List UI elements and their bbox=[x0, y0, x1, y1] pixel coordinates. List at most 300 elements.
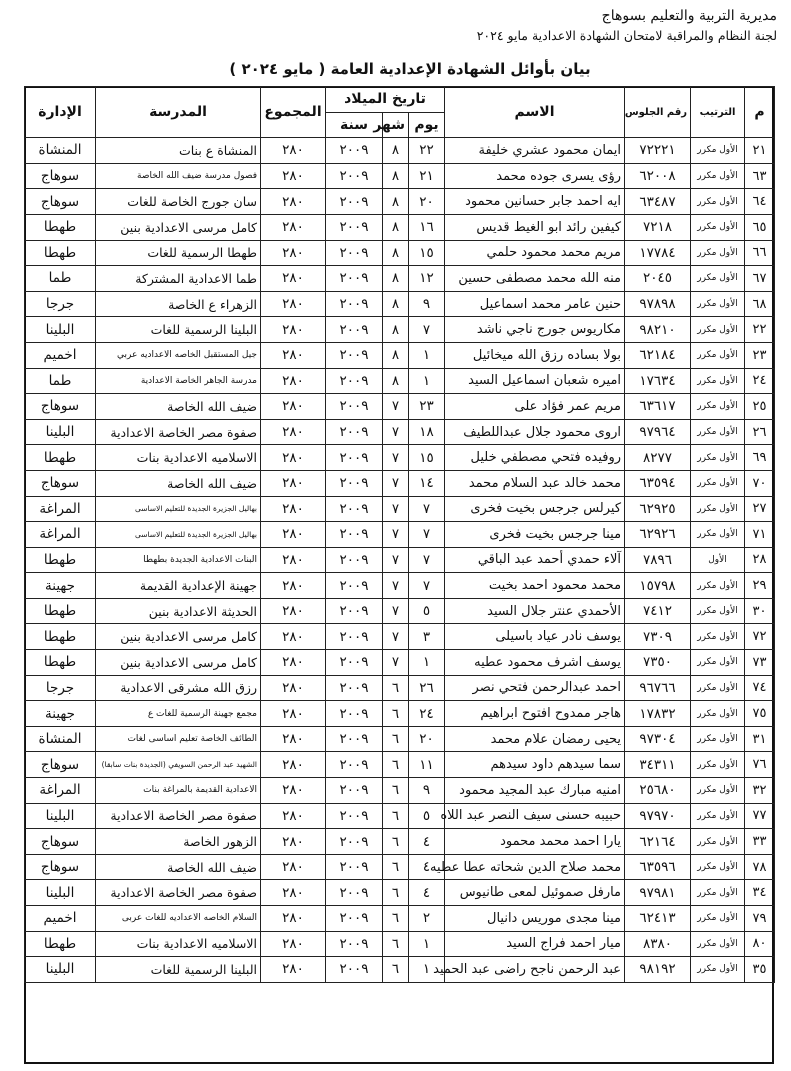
rank: الأول مكرر bbox=[691, 394, 745, 420]
birth-year: ٢٠٠٩ bbox=[326, 803, 383, 829]
row-number: ٧٤ bbox=[745, 675, 775, 701]
birth-month: ٧ bbox=[383, 419, 409, 445]
administration: سوهاج bbox=[25, 752, 96, 778]
school-name: كامل مرسى الاعدادية بنين bbox=[96, 650, 261, 676]
table-row bbox=[25, 214, 775, 240]
school-name: كامل مرسى الاعدادية بنين bbox=[96, 624, 261, 650]
birth-day: ٩ bbox=[409, 291, 445, 317]
seat-number: ٩٧٩٧٠ bbox=[625, 803, 691, 829]
birth-month: ٦ bbox=[383, 931, 409, 957]
school-name: بهاليل الجزيرة الجديدة للتعليم الاساسى bbox=[96, 496, 261, 522]
birth-year: ٢٠٠٩ bbox=[326, 675, 383, 701]
table-row bbox=[25, 752, 775, 778]
birth-month: ٦ bbox=[383, 675, 409, 701]
birth-year: ٢٠٠٩ bbox=[326, 906, 383, 932]
seat-number: ٩٨١٩٢ bbox=[625, 957, 691, 983]
seat-number: ٧٢٢٢١ bbox=[625, 138, 691, 164]
total-score: ٢٨٠ bbox=[261, 854, 326, 880]
student-name: يارا احمد محمد محمود bbox=[445, 829, 625, 855]
seat-number: ٧٣٥٠ bbox=[625, 650, 691, 676]
row-number: ٢٥ bbox=[745, 394, 775, 420]
school-name: الشهيد عبد الرحمن السويفي (الجديدة بنات سابقا) bbox=[96, 752, 261, 778]
administration: طهطا bbox=[25, 445, 96, 471]
birth-year: ٢٠٠٩ bbox=[326, 445, 383, 471]
seat-number: ٩٧٩٦٤ bbox=[625, 419, 691, 445]
seat-number: ٩٧٣٠٤ bbox=[625, 726, 691, 752]
table-row bbox=[25, 624, 775, 650]
row-number: ٧٦ bbox=[745, 752, 775, 778]
rank: الأول مكرر bbox=[691, 701, 745, 727]
student-name: بولا بساده رزق الله ميخائيل bbox=[445, 342, 625, 368]
total-score: ٢٨٠ bbox=[261, 650, 326, 676]
birth-day: ٤ bbox=[409, 880, 445, 906]
school-name: طما الاعدادية المشتركة bbox=[96, 266, 261, 292]
birth-day: ٢١ bbox=[409, 163, 445, 189]
seat-number: ٦٢٩٢٦ bbox=[625, 522, 691, 548]
col-day: يوم bbox=[409, 112, 445, 138]
student-name: هاجر ممدوح افتوح ابراهيم bbox=[445, 701, 625, 727]
birth-day: ٤ bbox=[409, 829, 445, 855]
seat-number: ٩٦٧٦٦ bbox=[625, 675, 691, 701]
table-row bbox=[25, 496, 775, 522]
row-number: ٢٣ bbox=[745, 342, 775, 368]
total-score: ٢٨٠ bbox=[261, 931, 326, 957]
birth-day: ٢٤ bbox=[409, 701, 445, 727]
seat-number: ٦٢١٨٤ bbox=[625, 342, 691, 368]
rank: الأول مكرر bbox=[691, 803, 745, 829]
birth-year: ٢٠٠٩ bbox=[326, 189, 383, 215]
administration: اخميم bbox=[25, 906, 96, 932]
rank: الأول مكرر bbox=[691, 957, 745, 983]
birth-month: ٦ bbox=[383, 906, 409, 932]
rank: الأول مكرر bbox=[691, 624, 745, 650]
birth-year: ٢٠٠٩ bbox=[326, 317, 383, 343]
row-number: ٦٦ bbox=[745, 240, 775, 266]
birth-year: ٢٠٠٩ bbox=[326, 522, 383, 548]
administration: جرجا bbox=[25, 675, 96, 701]
total-score: ٢٨٠ bbox=[261, 291, 326, 317]
row-number: ٦٩ bbox=[745, 445, 775, 471]
school-name: جهينة الإعدادية القديمة bbox=[96, 573, 261, 599]
total-score: ٢٨٠ bbox=[261, 803, 326, 829]
total-score: ٢٨٠ bbox=[261, 470, 326, 496]
seat-number: ٢٠٤٥ bbox=[625, 266, 691, 292]
birth-year: ٢٠٠٩ bbox=[326, 726, 383, 752]
rank: الأول مكرر bbox=[691, 650, 745, 676]
birth-day: ٥ bbox=[409, 598, 445, 624]
birth-month: ٨ bbox=[383, 138, 409, 164]
birth-year: ٢٠٠٩ bbox=[326, 854, 383, 880]
rank: الأول bbox=[691, 547, 745, 573]
document-title: بيان بأوائل الشهادة الإعدادية العامة ( مايو ٢٠٢٤ ) bbox=[229, 60, 591, 78]
rank: الأول مكرر bbox=[691, 573, 745, 599]
birth-year: ٢٠٠٩ bbox=[326, 266, 383, 292]
student-name: رؤى يسرى جوده محمد bbox=[445, 163, 625, 189]
administration: طهطا bbox=[25, 547, 96, 573]
administration: البلينا bbox=[25, 957, 96, 983]
birth-year: ٢٠٠٩ bbox=[326, 598, 383, 624]
rank: الأول مكرر bbox=[691, 291, 745, 317]
table-row bbox=[25, 598, 775, 624]
seat-number: ٩٧٩٨١ bbox=[625, 880, 691, 906]
row-number: ٢١ bbox=[745, 138, 775, 164]
birth-year: ٢٠٠٩ bbox=[326, 163, 383, 189]
rank: الأول مكرر bbox=[691, 522, 745, 548]
birth-year: ٢٠٠٩ bbox=[326, 650, 383, 676]
table-row bbox=[25, 240, 775, 266]
total-score: ٢٨٠ bbox=[261, 138, 326, 164]
row-number: ٧٧ bbox=[745, 803, 775, 829]
birth-day: ١٨ bbox=[409, 419, 445, 445]
school-name: الزهراء ع الخاصة bbox=[96, 291, 261, 317]
row-number: ٢٦ bbox=[745, 419, 775, 445]
school-name: الزهور الخاصة bbox=[96, 829, 261, 855]
student-name: امنيه مبارك عبد المجيد محمود bbox=[445, 778, 625, 804]
table-row bbox=[25, 829, 775, 855]
seat-number: ٧٣٠٩ bbox=[625, 624, 691, 650]
student-name: حنين عامر محمد اسماعيل bbox=[445, 291, 625, 317]
school-name: المنشاة ع بنات bbox=[96, 138, 261, 164]
school-name: ضيف الله الخاصة bbox=[96, 470, 261, 496]
seat-number: ٢٥٦٨٠ bbox=[625, 778, 691, 804]
birth-year: ٢٠٠٩ bbox=[326, 470, 383, 496]
administration: طهطا bbox=[25, 650, 96, 676]
seat-number: ٧٢١٨ bbox=[625, 214, 691, 240]
rank: الأول مكرر bbox=[691, 189, 745, 215]
col-name: الاسم bbox=[445, 87, 625, 138]
birth-year: ٢٠٠٩ bbox=[326, 573, 383, 599]
total-score: ٢٨٠ bbox=[261, 880, 326, 906]
row-number: ٢٤ bbox=[745, 368, 775, 394]
seat-number: ٩٧٨٩٨ bbox=[625, 291, 691, 317]
birth-day: ٢٢ bbox=[409, 138, 445, 164]
rank: الأول مكرر bbox=[691, 496, 745, 522]
total-score: ٢٨٠ bbox=[261, 317, 326, 343]
birth-year: ٢٠٠٩ bbox=[326, 214, 383, 240]
administration: طهطا bbox=[25, 598, 96, 624]
col-m: م bbox=[745, 87, 775, 138]
birth-month: ٨ bbox=[383, 240, 409, 266]
seat-number: ١٧٨٣٢ bbox=[625, 701, 691, 727]
birth-month: ٧ bbox=[383, 394, 409, 420]
table-row bbox=[25, 675, 775, 701]
seat-number: ٨٢٧٧ bbox=[625, 445, 691, 471]
birth-month: ٦ bbox=[383, 803, 409, 829]
rank: الأول مكرر bbox=[691, 240, 745, 266]
rank: الأول مكرر bbox=[691, 138, 745, 164]
total-score: ٢٨٠ bbox=[261, 701, 326, 727]
rank: الأول مكرر bbox=[691, 317, 745, 343]
school-name: صفوة مصر الخاصة الاعدادية bbox=[96, 419, 261, 445]
table-row bbox=[25, 547, 775, 573]
birth-year: ٢٠٠٩ bbox=[326, 931, 383, 957]
birth-month: ٧ bbox=[383, 650, 409, 676]
row-number: ٣١ bbox=[745, 726, 775, 752]
birth-day: ١٥ bbox=[409, 240, 445, 266]
rank: الأول مكرر bbox=[691, 906, 745, 932]
birth-month: ٦ bbox=[383, 778, 409, 804]
birth-day: ٥ bbox=[409, 803, 445, 829]
table-row bbox=[25, 957, 775, 983]
total-score: ٢٨٠ bbox=[261, 342, 326, 368]
table-row bbox=[25, 368, 775, 394]
total-score: ٢٨٠ bbox=[261, 752, 326, 778]
results-table bbox=[24, 86, 775, 983]
student-name: مينا جرجس بخيت فخرى bbox=[445, 522, 625, 548]
administration: سوهاج bbox=[25, 189, 96, 215]
rank: الأول مكرر bbox=[691, 163, 745, 189]
seat-number: ٦٣٥٩٤ bbox=[625, 470, 691, 496]
table-row bbox=[25, 906, 775, 932]
birth-month: ٨ bbox=[383, 317, 409, 343]
student-name: مينا مجدى موريس دانيال bbox=[445, 906, 625, 932]
student-name: الأحمدي عنتر جلال السيد bbox=[445, 598, 625, 624]
birth-day: ٩ bbox=[409, 778, 445, 804]
administration: البلينا bbox=[25, 419, 96, 445]
seat-number: ٦٢٤١٣ bbox=[625, 906, 691, 932]
student-name: يوسف نادر عياد باسيلى bbox=[445, 624, 625, 650]
birth-year: ٢٠٠٩ bbox=[326, 291, 383, 317]
row-number: ٣٤ bbox=[745, 880, 775, 906]
school-name: كامل مرسى الاعدادية بنين bbox=[96, 214, 261, 240]
birth-year: ٢٠٠٩ bbox=[326, 778, 383, 804]
administration: المنشاة bbox=[25, 726, 96, 752]
committee-name: لجنة النظام والمراقبة لامتحان الشهادة الاعدادية مايو ٢٠٢٤ bbox=[476, 28, 777, 43]
total-score: ٢٨٠ bbox=[261, 573, 326, 599]
administration: سوهاج bbox=[25, 854, 96, 880]
school-name: البنات الاعدادية الجديدة بطهطا bbox=[96, 547, 261, 573]
administration: اخميم bbox=[25, 342, 96, 368]
row-number: ٢٢ bbox=[745, 317, 775, 343]
administration: المراغة bbox=[25, 496, 96, 522]
birth-day: ٤ bbox=[409, 854, 445, 880]
seat-number: ١٧٧٨٤ bbox=[625, 240, 691, 266]
school-name: البلينا الرسمية للغات bbox=[96, 317, 261, 343]
birth-day: ٧ bbox=[409, 522, 445, 548]
rank: الأول مكرر bbox=[691, 752, 745, 778]
total-score: ٢٨٠ bbox=[261, 547, 326, 573]
seat-number: ٦٢٩٢٥ bbox=[625, 496, 691, 522]
student-name: روفيده فتحي مصطفي خليل bbox=[445, 445, 625, 471]
directorate-name: مديرية التربية والتعليم بسوهاج bbox=[601, 8, 777, 24]
birth-year: ٢٠٠٩ bbox=[326, 419, 383, 445]
seat-number: ٣٤٣١١ bbox=[625, 752, 691, 778]
row-number: ٦٣ bbox=[745, 163, 775, 189]
total-score: ٢٨٠ bbox=[261, 957, 326, 983]
school-name: السلام الخاصه الاعداديه للغات عربى bbox=[96, 906, 261, 932]
school-name: البلينا الرسمية للغات bbox=[96, 957, 261, 983]
total-score: ٢٨٠ bbox=[261, 394, 326, 420]
table-row bbox=[25, 726, 775, 752]
total-score: ٢٨٠ bbox=[261, 675, 326, 701]
row-number: ٧٨ bbox=[745, 854, 775, 880]
birth-day: ٧ bbox=[409, 496, 445, 522]
student-name: مكاريوس جورج ناجي ناشد bbox=[445, 317, 625, 343]
table-row bbox=[25, 701, 775, 727]
birth-day: ١ bbox=[409, 368, 445, 394]
birth-month: ٨ bbox=[383, 163, 409, 189]
birth-month: ٧ bbox=[383, 470, 409, 496]
administration: المراغة bbox=[25, 522, 96, 548]
row-number: ٣٢ bbox=[745, 778, 775, 804]
school-name: الاعدادية القديمة بالمراغة بنات bbox=[96, 778, 261, 804]
row-number: ٧١ bbox=[745, 522, 775, 548]
seat-number: ٦٣٥٩٦ bbox=[625, 854, 691, 880]
student-name: كيفين رائد ابو الغيط قديس bbox=[445, 214, 625, 240]
administration: سوهاج bbox=[25, 829, 96, 855]
birth-month: ٧ bbox=[383, 445, 409, 471]
birth-day: ٢٠ bbox=[409, 189, 445, 215]
row-number: ٢٩ bbox=[745, 573, 775, 599]
total-score: ٢٨٠ bbox=[261, 598, 326, 624]
school-name: الطائف الخاصة تعليم اساسى لغات bbox=[96, 726, 261, 752]
birth-year: ٢٠٠٩ bbox=[326, 701, 383, 727]
rank: الأول مكرر bbox=[691, 778, 745, 804]
student-name: منه الله محمد مصطفى حسين bbox=[445, 266, 625, 292]
table-row bbox=[25, 291, 775, 317]
seat-number: ٨٣٨٠ bbox=[625, 931, 691, 957]
total-score: ٢٨٠ bbox=[261, 624, 326, 650]
birth-day: ١٦ bbox=[409, 214, 445, 240]
table-row bbox=[25, 394, 775, 420]
table-row bbox=[25, 650, 775, 676]
administration: طهطا bbox=[25, 931, 96, 957]
birth-month: ٧ bbox=[383, 496, 409, 522]
birth-day: ١٥ bbox=[409, 445, 445, 471]
birth-day: ١ bbox=[409, 650, 445, 676]
birth-year: ٢٠٠٩ bbox=[326, 496, 383, 522]
row-number: ٣٥ bbox=[745, 957, 775, 983]
birth-day: ٧ bbox=[409, 547, 445, 573]
birth-day: ٢٠ bbox=[409, 726, 445, 752]
birth-day: ٧ bbox=[409, 573, 445, 599]
table-row bbox=[25, 445, 775, 471]
administration: سوهاج bbox=[25, 163, 96, 189]
student-name: اروى محمود جلال عبداللطيف bbox=[445, 419, 625, 445]
birth-month: ٧ bbox=[383, 624, 409, 650]
total-score: ٢٨٠ bbox=[261, 214, 326, 240]
administration: جهينة bbox=[25, 573, 96, 599]
rank: الأول مكرر bbox=[691, 675, 745, 701]
birth-day: ٣ bbox=[409, 624, 445, 650]
student-name: اميره شعبان اسماعيل السيد bbox=[445, 368, 625, 394]
school-name: الاسلاميه الاعدادية بنات bbox=[96, 445, 261, 471]
birth-year: ٢٠٠٩ bbox=[326, 547, 383, 573]
administration: جرجا bbox=[25, 291, 96, 317]
student-name: حبيبه حسنى سيف النصر عبد اللاه bbox=[445, 803, 625, 829]
row-number: ٦٤ bbox=[745, 189, 775, 215]
row-number: ٧٥ bbox=[745, 701, 775, 727]
seat-number: ٦٣٦١٧ bbox=[625, 394, 691, 420]
birth-day: ٢٣ bbox=[409, 394, 445, 420]
total-score: ٢٨٠ bbox=[261, 778, 326, 804]
rank: الأول مكرر bbox=[691, 931, 745, 957]
table-row bbox=[25, 803, 775, 829]
table-row bbox=[25, 854, 775, 880]
col-school: المدرسة bbox=[96, 87, 261, 138]
col-birth: تاريخ الميلاد bbox=[326, 87, 445, 113]
birth-month: ٧ bbox=[383, 547, 409, 573]
school-name: فصول مدرسة ضيف الله الخاصة bbox=[96, 163, 261, 189]
row-number: ٧٣ bbox=[745, 650, 775, 676]
total-score: ٢٨٠ bbox=[261, 496, 326, 522]
col-year: سنة bbox=[326, 112, 383, 138]
rank: الأول مكرر bbox=[691, 342, 745, 368]
row-number: ٨٠ bbox=[745, 931, 775, 957]
birth-year: ٢٠٠٩ bbox=[326, 240, 383, 266]
student-name: احمد عبدالرحمن فتحي نصر bbox=[445, 675, 625, 701]
student-name: محمد محمود احمد بخيت bbox=[445, 573, 625, 599]
student-name: عبد الرحمن ناجح راضى عبد الحميد bbox=[445, 957, 625, 983]
administration: جهينة bbox=[25, 701, 96, 727]
row-number: ٦٧ bbox=[745, 266, 775, 292]
seat-number: ٧٨٩٦ bbox=[625, 547, 691, 573]
birth-month: ٨ bbox=[383, 291, 409, 317]
total-score: ٢٨٠ bbox=[261, 906, 326, 932]
birth-month: ٦ bbox=[383, 829, 409, 855]
birth-year: ٢٠٠٩ bbox=[326, 880, 383, 906]
school-name: بهاليل الجزيرة الجديدة للتعليم الاساسى bbox=[96, 522, 261, 548]
school-name: جيل المستقبل الخاصه الاعداديه عربي bbox=[96, 342, 261, 368]
birth-month: ٦ bbox=[383, 726, 409, 752]
seat-number: ١٧٦٣٤ bbox=[625, 368, 691, 394]
seat-number: ١٥٧٩٨ bbox=[625, 573, 691, 599]
rank: الأول مكرر bbox=[691, 419, 745, 445]
administration: طما bbox=[25, 266, 96, 292]
table-row bbox=[25, 573, 775, 599]
table-row bbox=[25, 522, 775, 548]
birth-year: ٢٠٠٩ bbox=[326, 342, 383, 368]
student-name: محمد خالد عبد السلام محمد bbox=[445, 470, 625, 496]
total-score: ٢٨٠ bbox=[261, 829, 326, 855]
table-row bbox=[25, 342, 775, 368]
col-total: المجموع bbox=[261, 87, 326, 138]
rank: الأول مكرر bbox=[691, 854, 745, 880]
administration: البلينا bbox=[25, 880, 96, 906]
student-name: يوسف اشرف محمود عطيه bbox=[445, 650, 625, 676]
administration: البلينا bbox=[25, 317, 96, 343]
student-name: مارفل صموئيل لمعى طانيوس bbox=[445, 880, 625, 906]
administration: سوهاج bbox=[25, 394, 96, 420]
seat-number: ٦٣٤٨٧ bbox=[625, 189, 691, 215]
table-row bbox=[25, 931, 775, 957]
birth-year: ٢٠٠٩ bbox=[326, 138, 383, 164]
administration: سوهاج bbox=[25, 470, 96, 496]
birth-year: ٢٠٠٩ bbox=[326, 957, 383, 983]
school-name: مدرسة الجاهر الخاصة الاعدادية bbox=[96, 368, 261, 394]
seat-number: ٧٤١٢ bbox=[625, 598, 691, 624]
birth-month: ٧ bbox=[383, 598, 409, 624]
row-number: ٣٣ bbox=[745, 829, 775, 855]
row-number: ٢٨ bbox=[745, 547, 775, 573]
row-number: ٦٥ bbox=[745, 214, 775, 240]
administration: طما bbox=[25, 368, 96, 394]
total-score: ٢٨٠ bbox=[261, 368, 326, 394]
header-row bbox=[25, 87, 775, 113]
school-name: صفوة مصر الخاصة الاعدادية bbox=[96, 803, 261, 829]
table-row bbox=[25, 470, 775, 496]
rank: الأول مكرر bbox=[691, 445, 745, 471]
administration: البلينا bbox=[25, 803, 96, 829]
student-name: آلاء حمدي أحمد عبد الباقي bbox=[445, 547, 625, 573]
total-score: ٢٨٠ bbox=[261, 240, 326, 266]
birth-day: ١ bbox=[409, 957, 445, 983]
birth-month: ٦ bbox=[383, 880, 409, 906]
seat-number: ٦٢٠٠٨ bbox=[625, 163, 691, 189]
administration: طهطا bbox=[25, 214, 96, 240]
row-number: ٣٠ bbox=[745, 598, 775, 624]
school-name: الاسلاميه الاعدادية بنات bbox=[96, 931, 261, 957]
